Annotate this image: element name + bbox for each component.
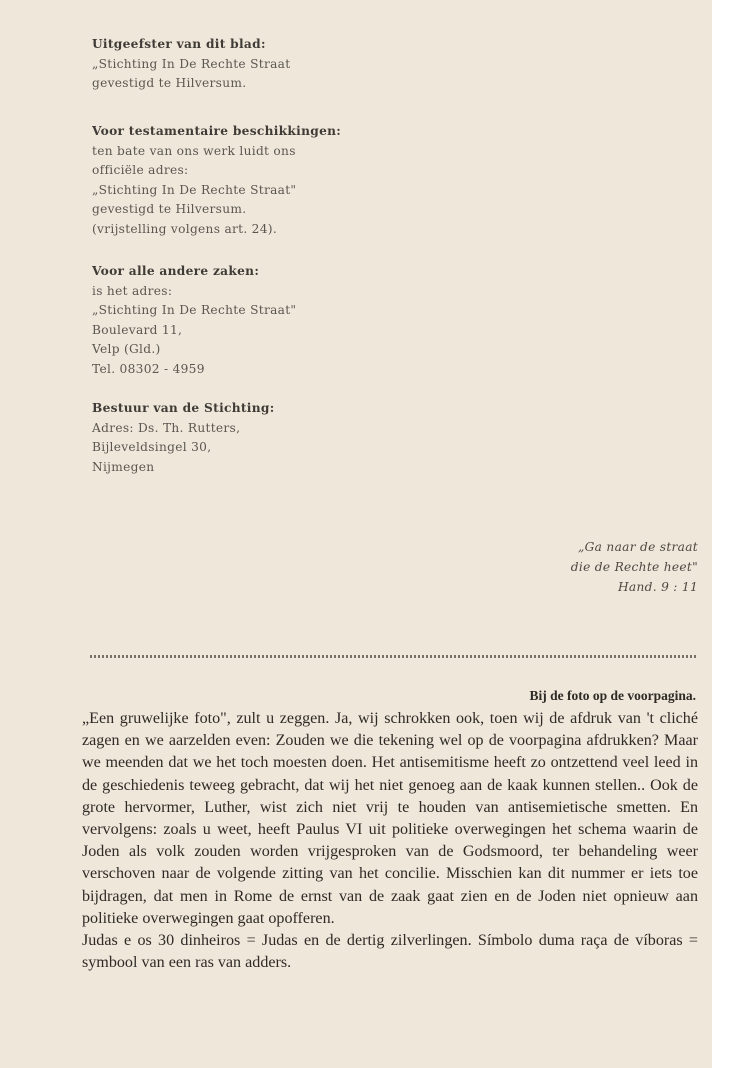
block-line: „Stichting In De Rechte Straat" <box>92 303 297 318</box>
block-line: „Stichting In De Rechte Straat" <box>92 182 297 197</box>
quote-line: „Ga naar de straat <box>578 540 698 554</box>
block-line: Nijmegen <box>92 459 155 474</box>
block-heading: Voor alle andere zaken: <box>92 264 260 278</box>
block-line: ten bate van ons werk luidt ons <box>92 143 296 158</box>
block-line: gevestigd te Hilversum. <box>92 202 247 217</box>
article-paragraph: „Een gruwelijke foto", zult u zeggen. Ja, wij schrokken ook, toen wij de afdruk van 't cliché zagen en we aarzelden even: Zouden we die tekening wel op de voorpagina afdrukken? Maar we meenden dat we het toch moesten doen. Het antisemitisme heeft zo ontzettend veel leed in de geschiedenis teweeg gebracht, dat wij het niet genoeg aan de kaak kunnen stellen.. Ook de grote hervormer, Luther, wist zich niet vrij te houden van antisemietische smetten. En vervolgens: zoals u weet, heeft Paulus VI uit politieke overwegingen het schema waarin de Joden als volk zouden worden vrijgesproken van de Godsmoord, ter behandeling weer verschoven naar de volgende zitting van het concilie. Misschien kan dit nummer er iets toe bijdragen, dat men in Rome de ernst van de zaak gaat zien en de Joden niet opnieuw aan politieke overwegingen gaat opofferen. <box>82 710 698 927</box>
wavy-divider <box>90 655 698 658</box>
block-line: is het adres: <box>92 283 173 298</box>
publisher-block <box>92 35 290 94</box>
block-heading: Bestuur van de Stichting: <box>92 401 275 415</box>
block-heading: Uitgeefster van dit blad: <box>92 37 266 51</box>
block-line: gevestigd te Hilversum. <box>92 76 247 91</box>
block-line: Velp (Gld.) <box>92 342 161 357</box>
block-line: Bijleveldsingel 30, <box>92 440 212 455</box>
bible-quote <box>571 537 698 597</box>
block-line: Tel. 08302 - 4959 <box>92 361 205 376</box>
block-line: officiële adres: <box>92 163 189 178</box>
article-body <box>82 708 698 974</box>
block-line: Adres: Ds. Th. Rutters, <box>92 420 241 435</box>
block-line: „Stichting In De Rechte Straat <box>92 56 291 71</box>
board-block <box>92 399 275 477</box>
other-matters-block <box>92 262 296 380</box>
block-line: (vrijstelling volgens art. 24). <box>92 221 278 236</box>
block-line: Boulevard 11, <box>92 322 183 337</box>
article-paragraph: Judas e os 30 dinheiros = Judas en de dertig zilverlingen. Símbolo duma raça de víboras = symbool van een ras van adders. <box>82 932 698 972</box>
quote-reference: Hand. 9 : 11 <box>617 580 698 594</box>
quote-line: die de Rechte heet" <box>570 560 698 574</box>
testamentary-block <box>92 122 341 240</box>
article-heading: Bij de foto op de voorpagina. <box>529 688 696 703</box>
block-heading: Voor testamentaire beschikkingen: <box>92 124 342 138</box>
